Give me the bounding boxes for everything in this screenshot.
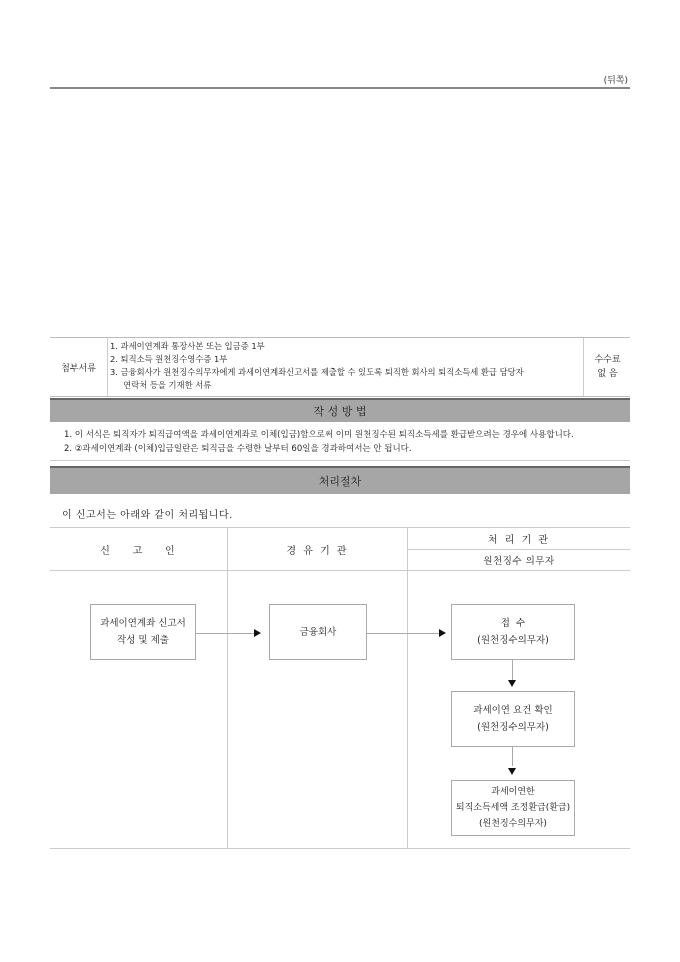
- submit-report-box: [90, 604, 196, 660]
- arrow-right-icon: [254, 629, 261, 637]
- subheader-divider: [408, 549, 630, 550]
- top-divider: [50, 87, 630, 89]
- fee-cell: [583, 338, 631, 396]
- refund-line1: 과세이연한: [491, 787, 535, 797]
- attachments-list: [110, 340, 630, 392]
- refund-line3: (원천징수의무자): [479, 819, 547, 829]
- arrow-down-icon: [508, 680, 516, 687]
- arrow-right-icon: [439, 629, 446, 637]
- attachment-item: 1. 과세이연계좌 통장사본 또는 입금증 1부: [110, 341, 265, 351]
- flow-line: [195, 633, 254, 634]
- howto-item: 2. ②과세이연계좌 (이체)입금일란은 퇴직금을 수령한 날부터 60일을 경과하여서는 안 됩니다.: [64, 444, 412, 454]
- refund-box: [451, 780, 575, 836]
- procedure-table: [50, 527, 630, 849]
- procedure-title-bar: [50, 466, 630, 494]
- howto-title-bar: [50, 398, 630, 422]
- receive-line2: (원천징수의무자): [477, 635, 549, 646]
- header-reporter: 신 고 인: [100, 546, 177, 557]
- confirm-line2: (원천징수의무자): [477, 722, 549, 733]
- confirm-line1: 과세이연 요건 확인: [473, 705, 553, 716]
- submit-line2: 작성 및 제출: [117, 635, 169, 646]
- confirm-box: [451, 691, 575, 747]
- howto-title: 작 성 방 법: [313, 405, 367, 418]
- procedure-title: 처리절차: [318, 475, 362, 488]
- howto-item: 1. 이 서식은 퇴직자가 퇴직급여액을 과세이연계좌로 이체(입금)함으로써 이미 원천징수된 퇴직소득세를 환급받으려는 경우에 사용합니다.: [64, 430, 574, 440]
- howto-list: [64, 428, 634, 456]
- financial-label: 금융회사: [299, 626, 337, 638]
- flow-line: [512, 746, 513, 766]
- attachments-label: 첨부서류: [50, 338, 108, 396]
- page-side-label: (뒤쪽): [603, 76, 628, 86]
- receive-box: [451, 604, 575, 660]
- procedure-intro: 이 신고서는 아래와 같이 처리됩니다.: [62, 510, 233, 521]
- header-via: 경 유 기 관: [286, 546, 349, 557]
- submit-line1: 과세이연계좌 신고서: [100, 618, 186, 629]
- refund-line2: 퇴직소득세액 조정환급(환급): [455, 803, 571, 813]
- arrow-down-icon: [508, 768, 516, 775]
- financial-company-box: [269, 604, 367, 660]
- header-processor-sub: 원천징수 의무자: [483, 556, 555, 567]
- attachment-item: 연락처 등을 기재한 서류: [110, 380, 212, 390]
- flow-line: [366, 633, 439, 634]
- column-divider: [227, 528, 228, 848]
- fee-value: 없 음: [597, 369, 618, 379]
- column-divider: [407, 528, 408, 848]
- flow-line: [512, 659, 513, 680]
- fee-label: 수수료: [594, 355, 621, 365]
- header-processor: 처 리 기 관: [487, 535, 551, 546]
- howto-divider: [50, 460, 630, 461]
- attachments-row: [50, 337, 630, 397]
- receive-line1: 접 수: [500, 618, 526, 629]
- attachment-item: 3. 금융회사가 원천징수의무자에게 과세이연계좌신고서를 제출할 수 있도록 퇴직한 회사의 퇴직소득세 환급 담당자: [110, 367, 524, 377]
- attachment-item: 2. 퇴직소득 원천징수영수증 1부: [110, 354, 228, 364]
- header-divider: [50, 570, 630, 571]
